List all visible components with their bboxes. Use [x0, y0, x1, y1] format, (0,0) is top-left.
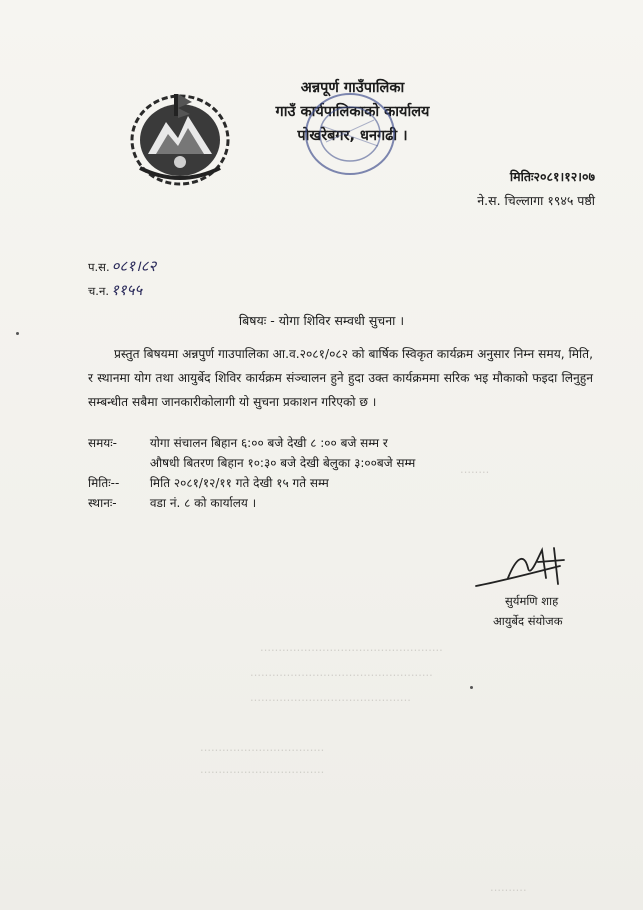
- signatory-name: सुर्यमणि शाह: [505, 594, 559, 608]
- pa-sa-value: ०८१।८२: [111, 257, 157, 275]
- date-label: मितिः: [509, 169, 534, 184]
- patra-sankhya: [88, 256, 156, 276]
- time-label: समयः-: [88, 436, 118, 450]
- cha-na-value: ११५५: [111, 281, 143, 299]
- chalani-number: [88, 280, 142, 300]
- signature-icon: [468, 538, 588, 598]
- place-value: वडा नं. ८ को कार्यालय ।: [149, 496, 257, 510]
- speck: [16, 332, 19, 335]
- signatory-role: आयुर्बेद संयोजक: [493, 614, 563, 628]
- time-line-1: योगा संचालन बिहान ६:०० बजे देखी ८ :०० बजे सम्म र: [149, 436, 388, 450]
- detail-time-row-2: [88, 454, 415, 471]
- speck: [470, 686, 473, 689]
- header-line-2: गाउँ कार्यपालिकाको कार्यालय: [275, 104, 430, 120]
- date-value: २०८१।१२।०७: [533, 169, 595, 184]
- office-stamp-icon: [300, 86, 400, 181]
- government-emblem-icon: [126, 88, 234, 188]
- header-line-3: पोखरेबगर, धनगढी ।: [297, 128, 408, 144]
- detail-date-label: मितिः--: [88, 476, 120, 490]
- detail-time-row-1: [88, 434, 388, 451]
- place-label: स्थानः-: [88, 496, 117, 510]
- detail-place-row: [88, 494, 256, 511]
- cha-na-label: च.न.: [88, 284, 109, 298]
- time-line-2: औषधी बितरण बिहान १०:३० बजे देखी बेलुका ३:००बजे सम्म: [149, 456, 416, 470]
- pa-sa-label: प.स.: [88, 260, 110, 274]
- detail-date-value: मिति २०८१/१२/११ गते देखी १५ गते सम्म: [149, 476, 329, 490]
- header-line-1: अन्नपूर्ण गाउँपालिका: [300, 80, 405, 96]
- nepal-sambat-date: ने.स. चिल्लागा १९४५ पष्ठी: [477, 193, 595, 208]
- letter-date: [510, 168, 595, 185]
- letter-body: [88, 342, 593, 414]
- document-page: अन्नपूर्ण गाउँपालिका गाउँ कार्यपालिकाको कार्यालय पोखरेबगर, धनगढी । मितिः२०८१।१२।०७ ने.स. चिल्लागा १९४५ पष्ठी प.स. ०८१।८२ च.न. ११५५ बिषयः - योगा शिविर सम्वधी सुचना । प्रस्तुत बिषयमा अन्नपुर्ण गाउपालिका आ.व.२०८१/०८२ को बार्षिक स्विकृत कार्यक्रम अनुसार निम्न समय, मिति, र स्थानमा योग तथा आयुर्बेद शिविर कार्यक्रम संञ्चालन हुने हुदा उक्त कार्यक्रममा सरिक भइ मौकाको फइदा लिनुहुन सम्बन्धीत सबैमा जानकारीकोलागी यो सुचना प्रकाशन गरिएको छ । समयः- योगा संचालन बिहान ६:०० बजे देखी ८ :०० बजे सम्म र औषधी बितरण बिहान १०:३० बजे देखी बेलुका ३:००बजे सम्म मितिः-- मिति २०८१/१२/११ गते देखी १५ गते सम्म स्थानः- वडा नं. ८ को कार्यालय । सुर्यमणि शाह आयुर्बेद संयोजक ........ .................................................. .................................................. ............................................ .................................. .................................. ..........: [0, 0, 643, 910]
- body-paragraph: प्रस्तुत बिषयमा अन्नपुर्ण गाउपालिका आ.व.२०८१/०८२ को बार्षिक स्विकृत कार्यक्रम अनुसार निम्न समय, मिति, र स्थानमा योग तथा आयुर्बेद शिविर कार्यक्रम संञ्चालन हुने हुदा उक्त कार्यक्रममा सरिक भइ मौकाको फइदा लिनुहुन सम्बन्धीत सबैमा जानकारीकोलागी यो सुचना प्रकाशन गरिएको छ ।: [88, 347, 593, 409]
- letter-subject: बिषयः - योगा शिविर सम्वधी सुचना ।: [238, 313, 405, 328]
- detail-date-row: [88, 474, 329, 491]
